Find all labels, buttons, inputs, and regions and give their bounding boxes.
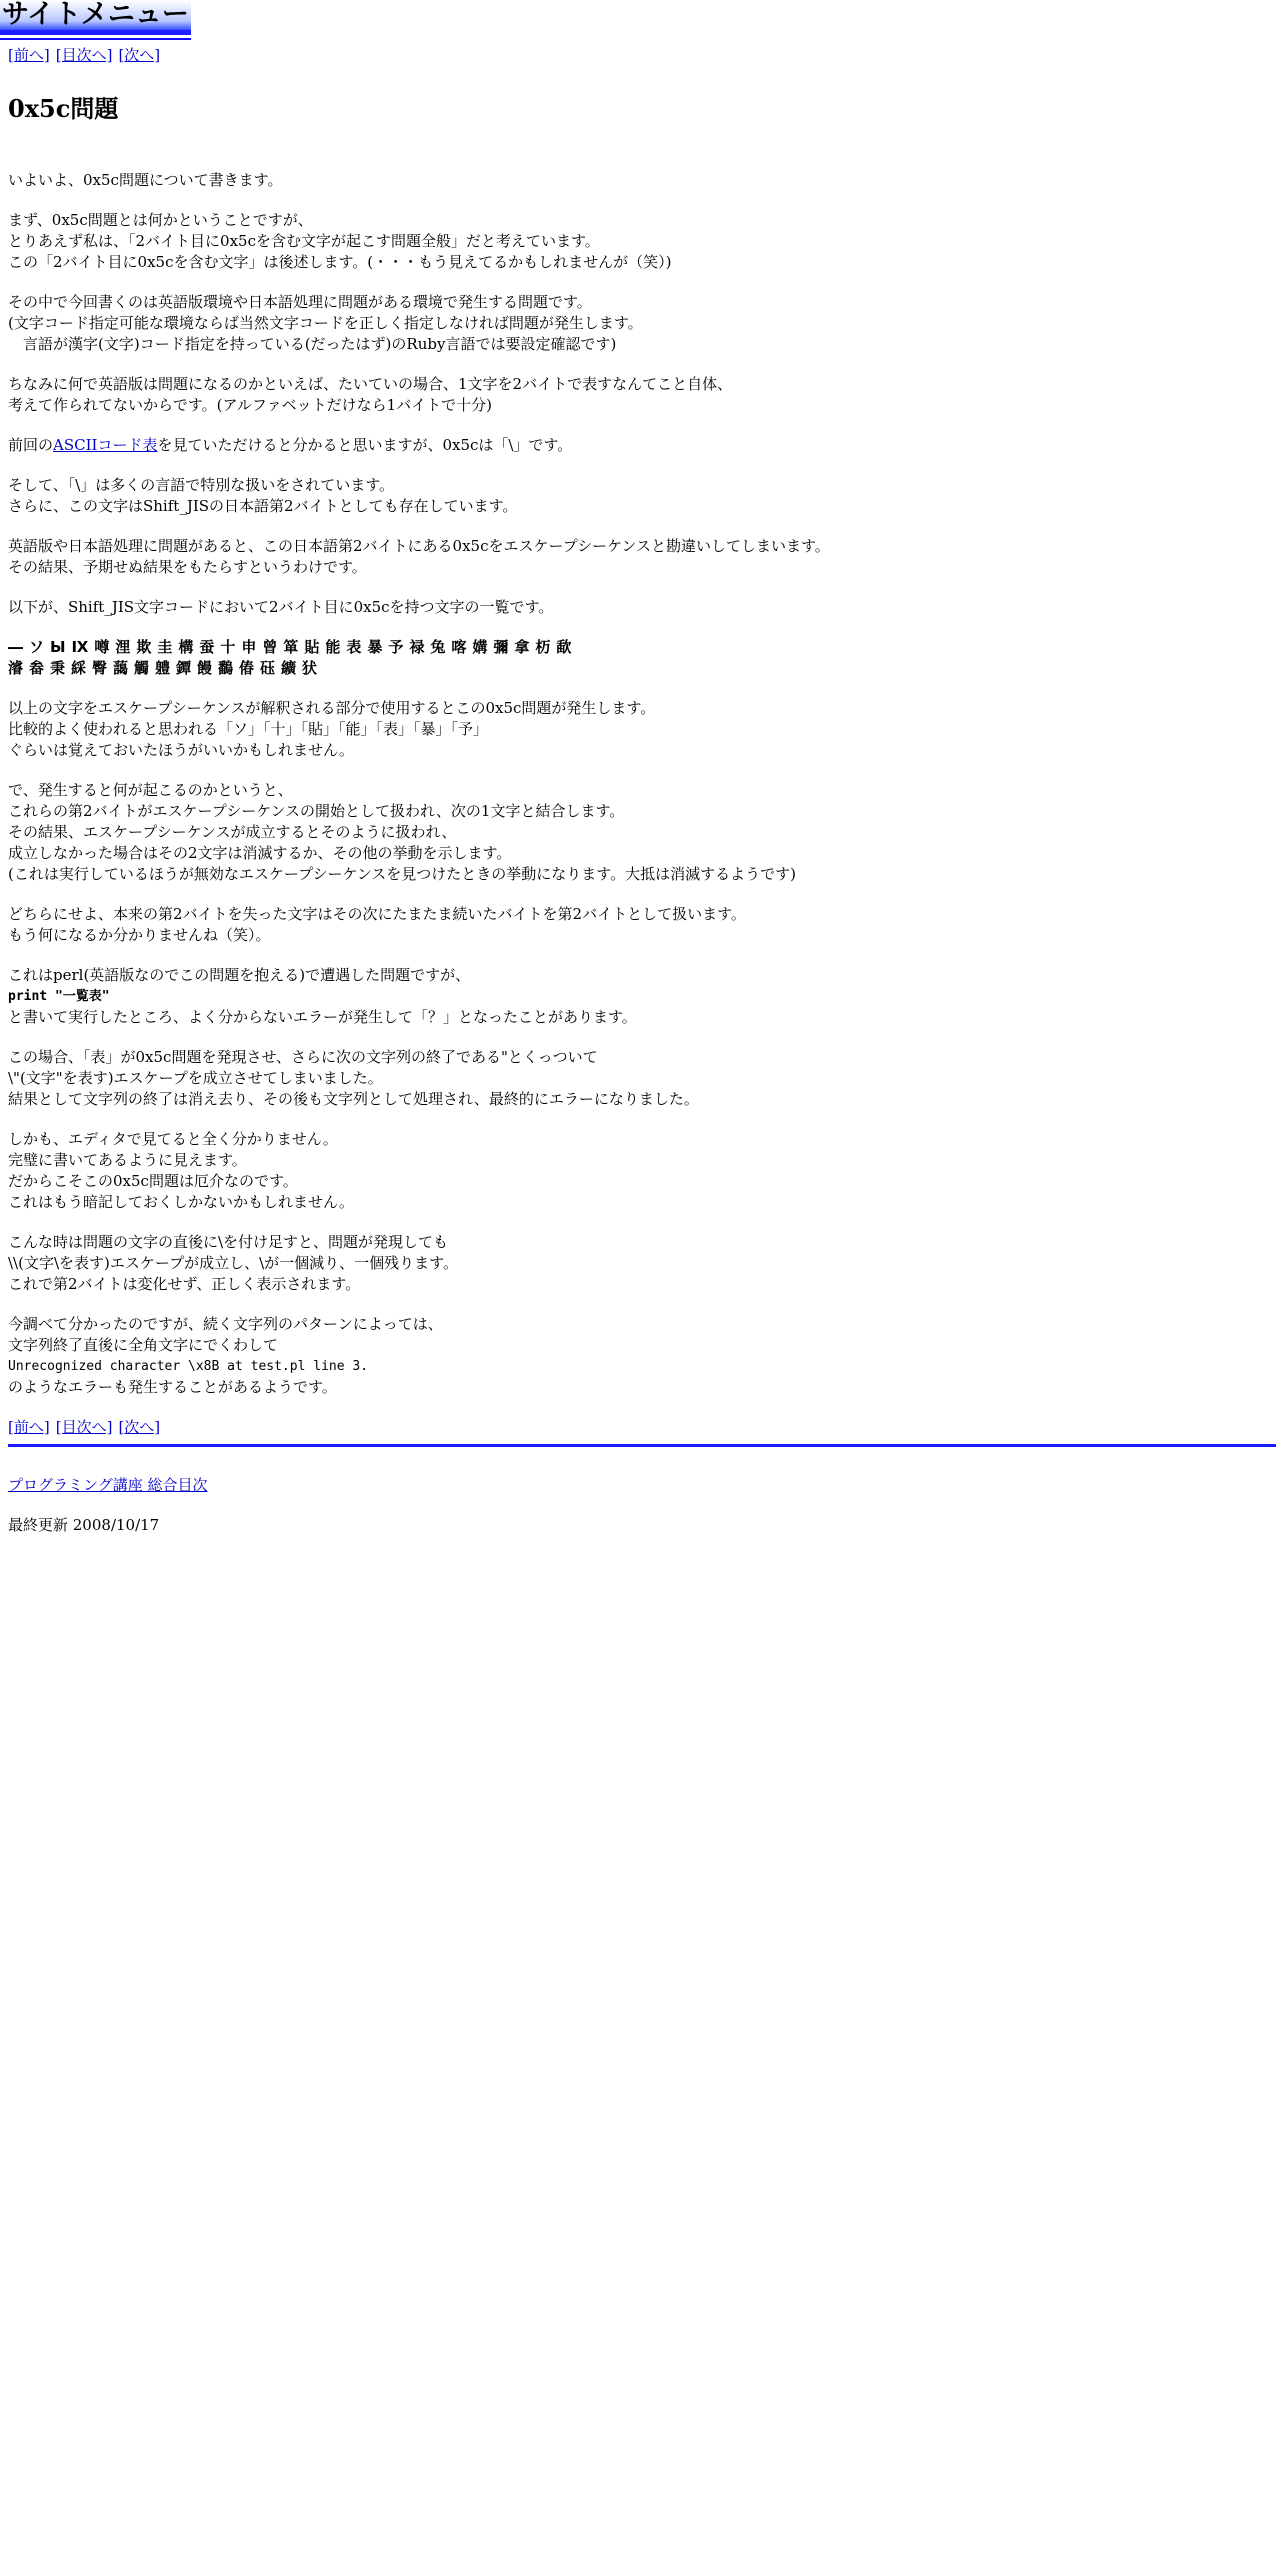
text-line: その中で今回書くのは英語版環境や日本語処理に問題がある環境で発生する問題です。: [8, 293, 592, 311]
text-line: これで第2バイトは変化せず、正しく表示されます。: [8, 1275, 361, 1293]
text-line: (これは実行しているほうが無効なエスケープシーケンスを見つけたときの挙動になります。大抵は消滅するようです): [8, 865, 796, 883]
paragraph-environment: [8, 292, 1276, 355]
paragraph-workaround: [8, 1232, 1276, 1295]
text-line: 完璧に書いてあるように見えます。: [8, 1151, 247, 1169]
paragraph-lost-byte: [8, 904, 1276, 946]
text-line: こんな時は問題の文字の直後に\を付け足すと、問題が発現しても: [8, 1233, 449, 1251]
text-line: 今調べて分かったのですが、続く文字列のパターンによっては、: [8, 1315, 443, 1333]
programming-course-index-link[interactable]: プログラミング講座 総合目次: [8, 1476, 208, 1494]
text-line: この「2バイト目に0x5cを含む文字」は後述します。(・・・もう見えてるかもしれませんが（笑）): [8, 253, 672, 271]
nav-prev-link[interactable]: [前へ]: [8, 1418, 50, 1436]
text-line: ぐらいは覚えておいたほうがいいかもしれません。: [8, 741, 354, 759]
text-line: 結果として文字列の終了は消え去り、その後も文字列として処理され、最終的にエラーになりました。: [8, 1090, 699, 1108]
text-line: これらの第2バイトがエスケープシーケンスの開始として扱われ、次の1文字と結合します。: [8, 802, 625, 820]
text-line: 比較的よく使われると思われる「ソ」「十」「貼」「能」「表」「暴」「予」: [8, 720, 489, 738]
paragraph-intro: [8, 170, 1276, 191]
problem-character-list: [8, 637, 1276, 679]
text-line: \\(文字\を表す)エスケープが成立し、\が一個減り、一個残ります。: [8, 1254, 458, 1272]
char-list-line: 濬畚秉綵臀藹觸軆鐔饅鷭偆砡纊犾: [8, 659, 324, 677]
bottom-navigation: [8, 1417, 1276, 1438]
text-line: まず、0x5c問題とは何かということですが、: [8, 211, 313, 229]
text-line: さらに、この文字はShift_JISの日本語第2バイトとしても存在しています。: [8, 497, 518, 515]
text-line: とりあえず私は、「2バイト目に0x5cを含む文字が起こす問題全般」だと考えています。: [8, 232, 600, 250]
text-line: 以下が、Shift_JIS文字コードにおいて2バイト目に0x5cを持つ文字の一覧です。: [8, 598, 554, 616]
paragraph-what-happens: [8, 780, 1276, 885]
text-line: で、発生すると何が起こるのかというと、: [8, 781, 293, 799]
site-menu-link[interactable]: サイトメニュー: [0, 0, 191, 35]
paragraph-common-chars: [8, 698, 1276, 761]
paragraph-explanation: [8, 1047, 1276, 1110]
text-line: だからこそこの0x5c問題は厄介なのです。: [8, 1172, 298, 1190]
text-line: 成立しなかった場合はその2文字は消滅するか、その他の挙動を示します。: [8, 844, 512, 862]
section-divider: [8, 1444, 1276, 1447]
paragraph-ascii-reference: [8, 435, 1276, 456]
top-navigation: [8, 45, 1276, 66]
text-line: これはもう暗記しておくしかないかもしれません。: [8, 1193, 354, 1211]
paragraph-definition: [8, 210, 1276, 273]
text-line: いよいよ、0x5c問題について書きます。: [8, 171, 283, 189]
text-line: その結果、予期せぬ結果をもたらすというわけです。: [8, 558, 367, 576]
text-line: もう何になるか分かりませんね（笑）。: [8, 926, 271, 944]
text-line: どちらにせよ、本来の第2バイトを失った文字はその次にたまたま続いたバイトを第2バイトとして扱います。: [8, 905, 746, 923]
paragraph-escape-confusion: [8, 536, 1276, 578]
text-line: 以上の文字をエスケープシーケンスが解釈される部分で使用するとこの0x5c問題が発生します。: [8, 699, 656, 717]
code-snippet-print: print "一覧表": [8, 989, 110, 1004]
paragraph-list-intro: [8, 597, 1276, 618]
ascii-table-link[interactable]: ASCIIコード表: [53, 436, 158, 454]
text-line: その結果、エスケープシーケンスが成立するとそのように扱われ、: [8, 823, 457, 841]
text-line: 言語が漢字(文字)コード指定を持っている(だったはず)のRuby言語では要設定確認です): [23, 335, 617, 353]
paragraph-english-version: [8, 374, 1276, 416]
text-line: これはperl(英語版なのでこの問題を抱える)で遭遇した問題ですが、: [8, 966, 471, 984]
nav-prev-link[interactable]: [前へ]: [8, 46, 50, 64]
text-line: 英語版や日本語処理に問題があると、この日本語第2バイトにある0x5cをエスケープシーケンスと勘違いしてしまいます。: [8, 537, 830, 555]
text-line: この場合、「表」が0x5c問題を発現させ、さらに次の文字列の終了である"とくっついて: [8, 1048, 598, 1066]
paragraph-perl-example: [8, 965, 1276, 1028]
nav-next-link[interactable]: [次へ]: [118, 1418, 161, 1436]
char-list-line: ―ソЫⅨ噂浬欺圭構蚕十申曾箪貼能表暴予禄兔喀媾彌拿杤歃: [8, 638, 578, 656]
nav-next-link[interactable]: [次へ]: [118, 46, 161, 64]
paragraph-editor: [8, 1129, 1276, 1213]
code-snippet-error: Unrecognized character \x8B at test.pl line 3.: [8, 1359, 369, 1374]
text-line: しかも、エディタで見てると全く分かりません。: [8, 1130, 338, 1148]
page-title: 0x5c問題: [8, 94, 119, 123]
text-fragment: を見ていただけると分かると思いますが、0x5cは「\」です。: [157, 436, 573, 454]
text-line: と書いて実行したところ、よく分からないエラーが発生して「？」となったことがあります。: [8, 1008, 637, 1026]
paragraph-other-error: [8, 1314, 1276, 1398]
main-content: [0, 45, 1284, 1536]
text-line: そして、「\」は多くの言語で特別な扱いをされています。: [8, 476, 395, 494]
last-updated: 最終更新 2008/10/17: [8, 1516, 160, 1534]
paragraph-backslash: [8, 475, 1276, 517]
text-line: 考えて作られてないからです。(アルファベットだけなら1バイトで十分): [8, 396, 493, 414]
text-line: のようなエラーも発生することがあるようです。: [8, 1378, 337, 1396]
text-line: 文字列終了直後に全角文字にでくわして: [8, 1336, 279, 1354]
text-line: \"(文字"を表す)エスケープを成立させてしまいました。: [8, 1069, 383, 1087]
text-line: (文字コード指定可能な環境ならば当然文字コードを正しく指定しなければ問題が発生します。: [8, 314, 643, 332]
text-line: ちなみに何で英語版は問題になるのかといえば、たいていの場合、1文字を2バイトで表すなんてこと自体、: [8, 375, 733, 393]
text-fragment: 前回の: [8, 436, 54, 454]
nav-toc-link[interactable]: [目次へ]: [55, 46, 113, 64]
footer-index: [8, 1475, 1276, 1496]
nav-toc-link[interactable]: [目次へ]: [55, 1418, 113, 1436]
